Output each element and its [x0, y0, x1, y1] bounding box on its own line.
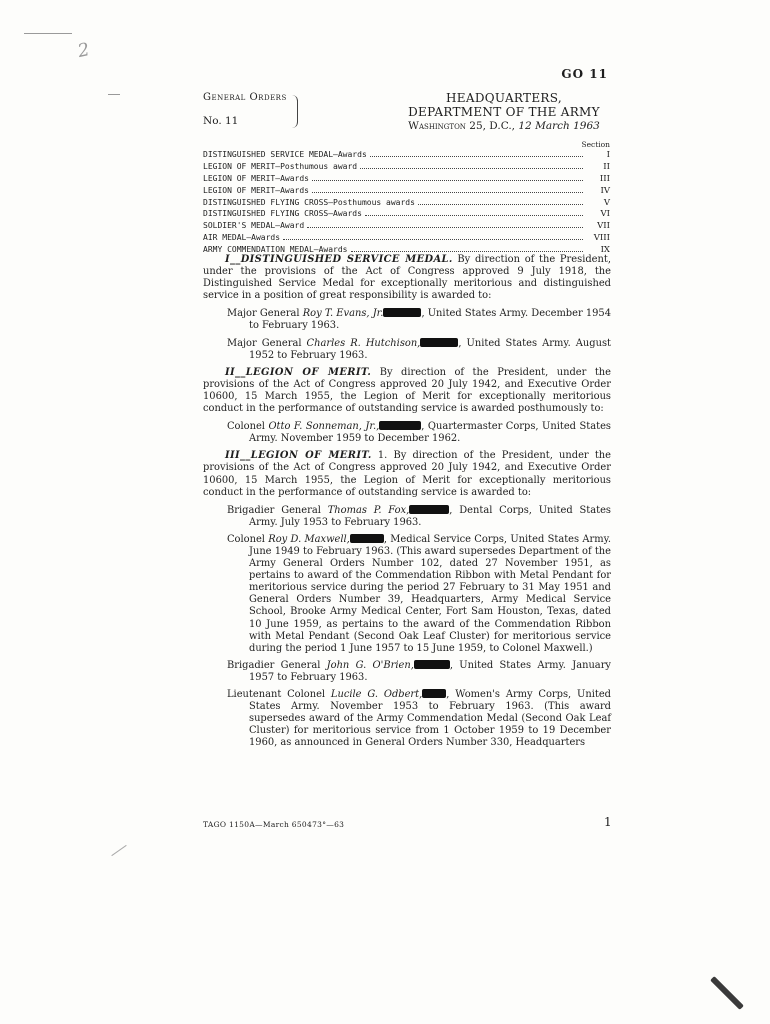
- entry-rank: Colonel: [227, 533, 269, 545]
- entry-name: Thomas P. Fox,: [327, 504, 410, 516]
- section-3-title: III__LEGION OF MERIT.: [225, 450, 372, 462]
- department-title: DEPARTMENT OF THE ARMY: [408, 105, 600, 119]
- toc-leader: [283, 239, 583, 240]
- toc-title: DISTINGUISHED SERVICE MEDAL—Awards: [203, 150, 367, 159]
- section-3-paragraph: [203, 450, 611, 498]
- toc-title: LEGION OF MERIT—Awards: [203, 185, 309, 195]
- section-1-title: I__DISTINGUISHED SERVICE MEDAL.: [225, 254, 453, 265]
- margin-scribble: 2: [75, 39, 92, 62]
- redaction-mark: [414, 660, 450, 669]
- entry-rank: Major General: [227, 308, 303, 320]
- redaction-mark: [420, 338, 458, 347]
- toc-leader: [365, 215, 583, 216]
- entry-name: Otto F. Sonneman, Jr.,: [268, 421, 380, 433]
- entry-rank: Lieutenant Colonel: [227, 689, 331, 700]
- page-number: 1: [604, 815, 612, 829]
- toc-row: [203, 208, 610, 220]
- brace-divider: [292, 95, 298, 128]
- toc-section: I: [606, 150, 610, 160]
- table-of-contents: [203, 140, 610, 256]
- toc-leader: [418, 204, 583, 205]
- place-and-date: [395, 120, 613, 132]
- toc-row: [203, 185, 610, 197]
- toc-leader: [360, 168, 583, 169]
- award-entry: [203, 689, 611, 749]
- city: Washington 25, D.C.,: [408, 120, 516, 132]
- toc-title: LEGION OF MERIT—Posthumous award: [203, 161, 358, 171]
- order-body: [203, 254, 611, 754]
- headquarters-block: [395, 91, 613, 132]
- entry-details: , United States Army. January 1957 to February 1963.: [249, 659, 611, 683]
- award-entry: [203, 308, 611, 332]
- entry-name: John G. O'Brien,: [326, 659, 414, 671]
- redaction-mark: [409, 505, 449, 514]
- toc-section: VIII: [593, 233, 610, 244]
- toc-section: IV: [600, 185, 610, 196]
- award-entry: [203, 534, 611, 655]
- toc-section: VI: [600, 209, 610, 220]
- toc-leader: [351, 251, 584, 252]
- section-2-paragraph: [203, 367, 611, 415]
- toc-leader: [307, 227, 583, 228]
- toc-section: III: [599, 173, 610, 184]
- entry-name: Lucile G. Odbert,: [330, 689, 423, 700]
- toc-title: SOLDIER'S MEDAL—Award: [203, 221, 305, 231]
- margin-mark-line: [24, 33, 72, 34]
- award-entry: [203, 505, 611, 529]
- toc-row: [203, 197, 610, 209]
- toc-section: VII: [597, 221, 610, 232]
- entry-details: , Medical Service Corps, United States Army. June 1949 to February 1963. (This award supersedes Department of the Army General Orders Number 102, dated 27 November 1951, as pertains to award of the Commendation Ribbon with Metal Pendant for meritorious service during the period 27 February to 31 May 1951 and General Orders Number 39, Headquarters, Army Medical Service School, Brooke Army Medical Center, Fort Sam Houston, Texas, dated 10 June 1959, as pertains to the award of the Commendation Ribbon with Metal Pendant (Second Oak Leaf Cluster) for meritorious service during the period 1 June 1957 to 15 June 1959, to Colonel Maxwell.): [249, 533, 611, 654]
- award-entry: [203, 338, 611, 362]
- toc-section: V: [603, 197, 610, 208]
- entry-name: Roy T. Evans, Jr.: [302, 308, 384, 320]
- go-number: GO 11: [561, 67, 608, 81]
- entry-details: , United States Army. December 1954 to February 1963.: [249, 308, 611, 332]
- entry-name: Charles R. Hutchison,: [306, 337, 421, 349]
- toc-leader: [370, 156, 583, 157]
- award-entry: [203, 421, 611, 445]
- orders-block: [203, 92, 298, 127]
- entry-rank: Colonel: [227, 421, 269, 433]
- entry-details: , Quartermaster Corps, United States Army. November 1959 to December 1962.: [249, 421, 611, 445]
- award-entry: [203, 660, 611, 684]
- entry-rank: Brigadier General: [227, 504, 328, 516]
- section-2-text: By direction of the President, under the provisions of the Act of Congress approved 20 July 1942, and Executive Order 10600, 15 March 1955, the Legion of Merit for exceptionally meritorious conduct in the performance of outstanding service is awarded posthumously to:: [203, 366, 611, 415]
- toc-leader: [312, 192, 583, 193]
- orders-number: No. 11: [203, 115, 239, 127]
- redaction-mark: [350, 534, 384, 543]
- toc-leader: [312, 180, 583, 181]
- toc-title: LEGION OF MERIT—Awards: [203, 173, 309, 183]
- margin-tick: [108, 94, 120, 95]
- orders-label: General Orders: [203, 92, 287, 103]
- section-1-paragraph: [203, 254, 611, 302]
- toc-title: ARMY COMMENDATION MEDAL—Awards: [203, 245, 348, 255]
- entry-details: , Women's Army Corps, United States Army. November 1953 to February 1963. (This award supersedes award of the Army Commendation Medal (Second Oak Leaf Cluster) for meritorious service from 1 October 1959 to 19 December 1960, as announced in General Orders Number 330, Headquarters: [249, 689, 611, 749]
- staple-mark: [710, 976, 744, 1010]
- redaction-mark: [379, 421, 421, 430]
- order-date: 12 March 1963: [518, 120, 600, 132]
- entry-rank: Brigadier General: [227, 659, 327, 671]
- toc-title: AIR MEDAL—Awards: [203, 233, 281, 243]
- toc-row: [203, 161, 610, 173]
- toc-title: DISTINGUISHED FLYING CROSS—Posthumous awards: [203, 197, 415, 207]
- headquarters-title: HEADQUARTERS,: [446, 91, 562, 105]
- toc-section: II: [603, 161, 610, 172]
- toc-title: DISTINGUISHED FLYING CROSS—Awards: [203, 209, 362, 219]
- section-1-text: By direction of the President, under the provisions of the Act of Congress approved 9 July 1918, the Distinguished Service Medal for exceptionally meritorious and distinguished service in a position of great responsibility is awarded to:: [203, 254, 611, 302]
- entry-name: Roy D. Maxwell,: [268, 533, 350, 545]
- entry-rank: Major General: [227, 337, 307, 349]
- entry-details: , United States Army. August 1952 to February 1963.: [249, 337, 611, 361]
- toc-row: [203, 232, 610, 244]
- redaction-mark: [383, 308, 421, 317]
- toc-row: [203, 149, 610, 161]
- section-2-title: II__LEGION OF MERIT.: [225, 366, 372, 378]
- toc-row: [203, 173, 610, 185]
- toc-section: IX: [600, 245, 610, 256]
- footer-code: TAGO 1150A—March 650473°—63: [203, 820, 345, 829]
- margin-stroke: [111, 845, 126, 856]
- section-3-text: 1. By direction of the President, under the provisions of the Act of Congress approved 20 July 1942, and Executive Order 10600, 15 March 1955, the Legion of Merit for exceptionally meritorious conduct in the performance of outstanding service is awarded to:: [203, 450, 611, 498]
- toc-row: [203, 220, 610, 232]
- toc-section-label: Section: [581, 140, 610, 149]
- entry-details: , Dental Corps, United States Army. July 1953 to February 1963.: [249, 504, 611, 528]
- redaction-mark: [422, 689, 446, 698]
